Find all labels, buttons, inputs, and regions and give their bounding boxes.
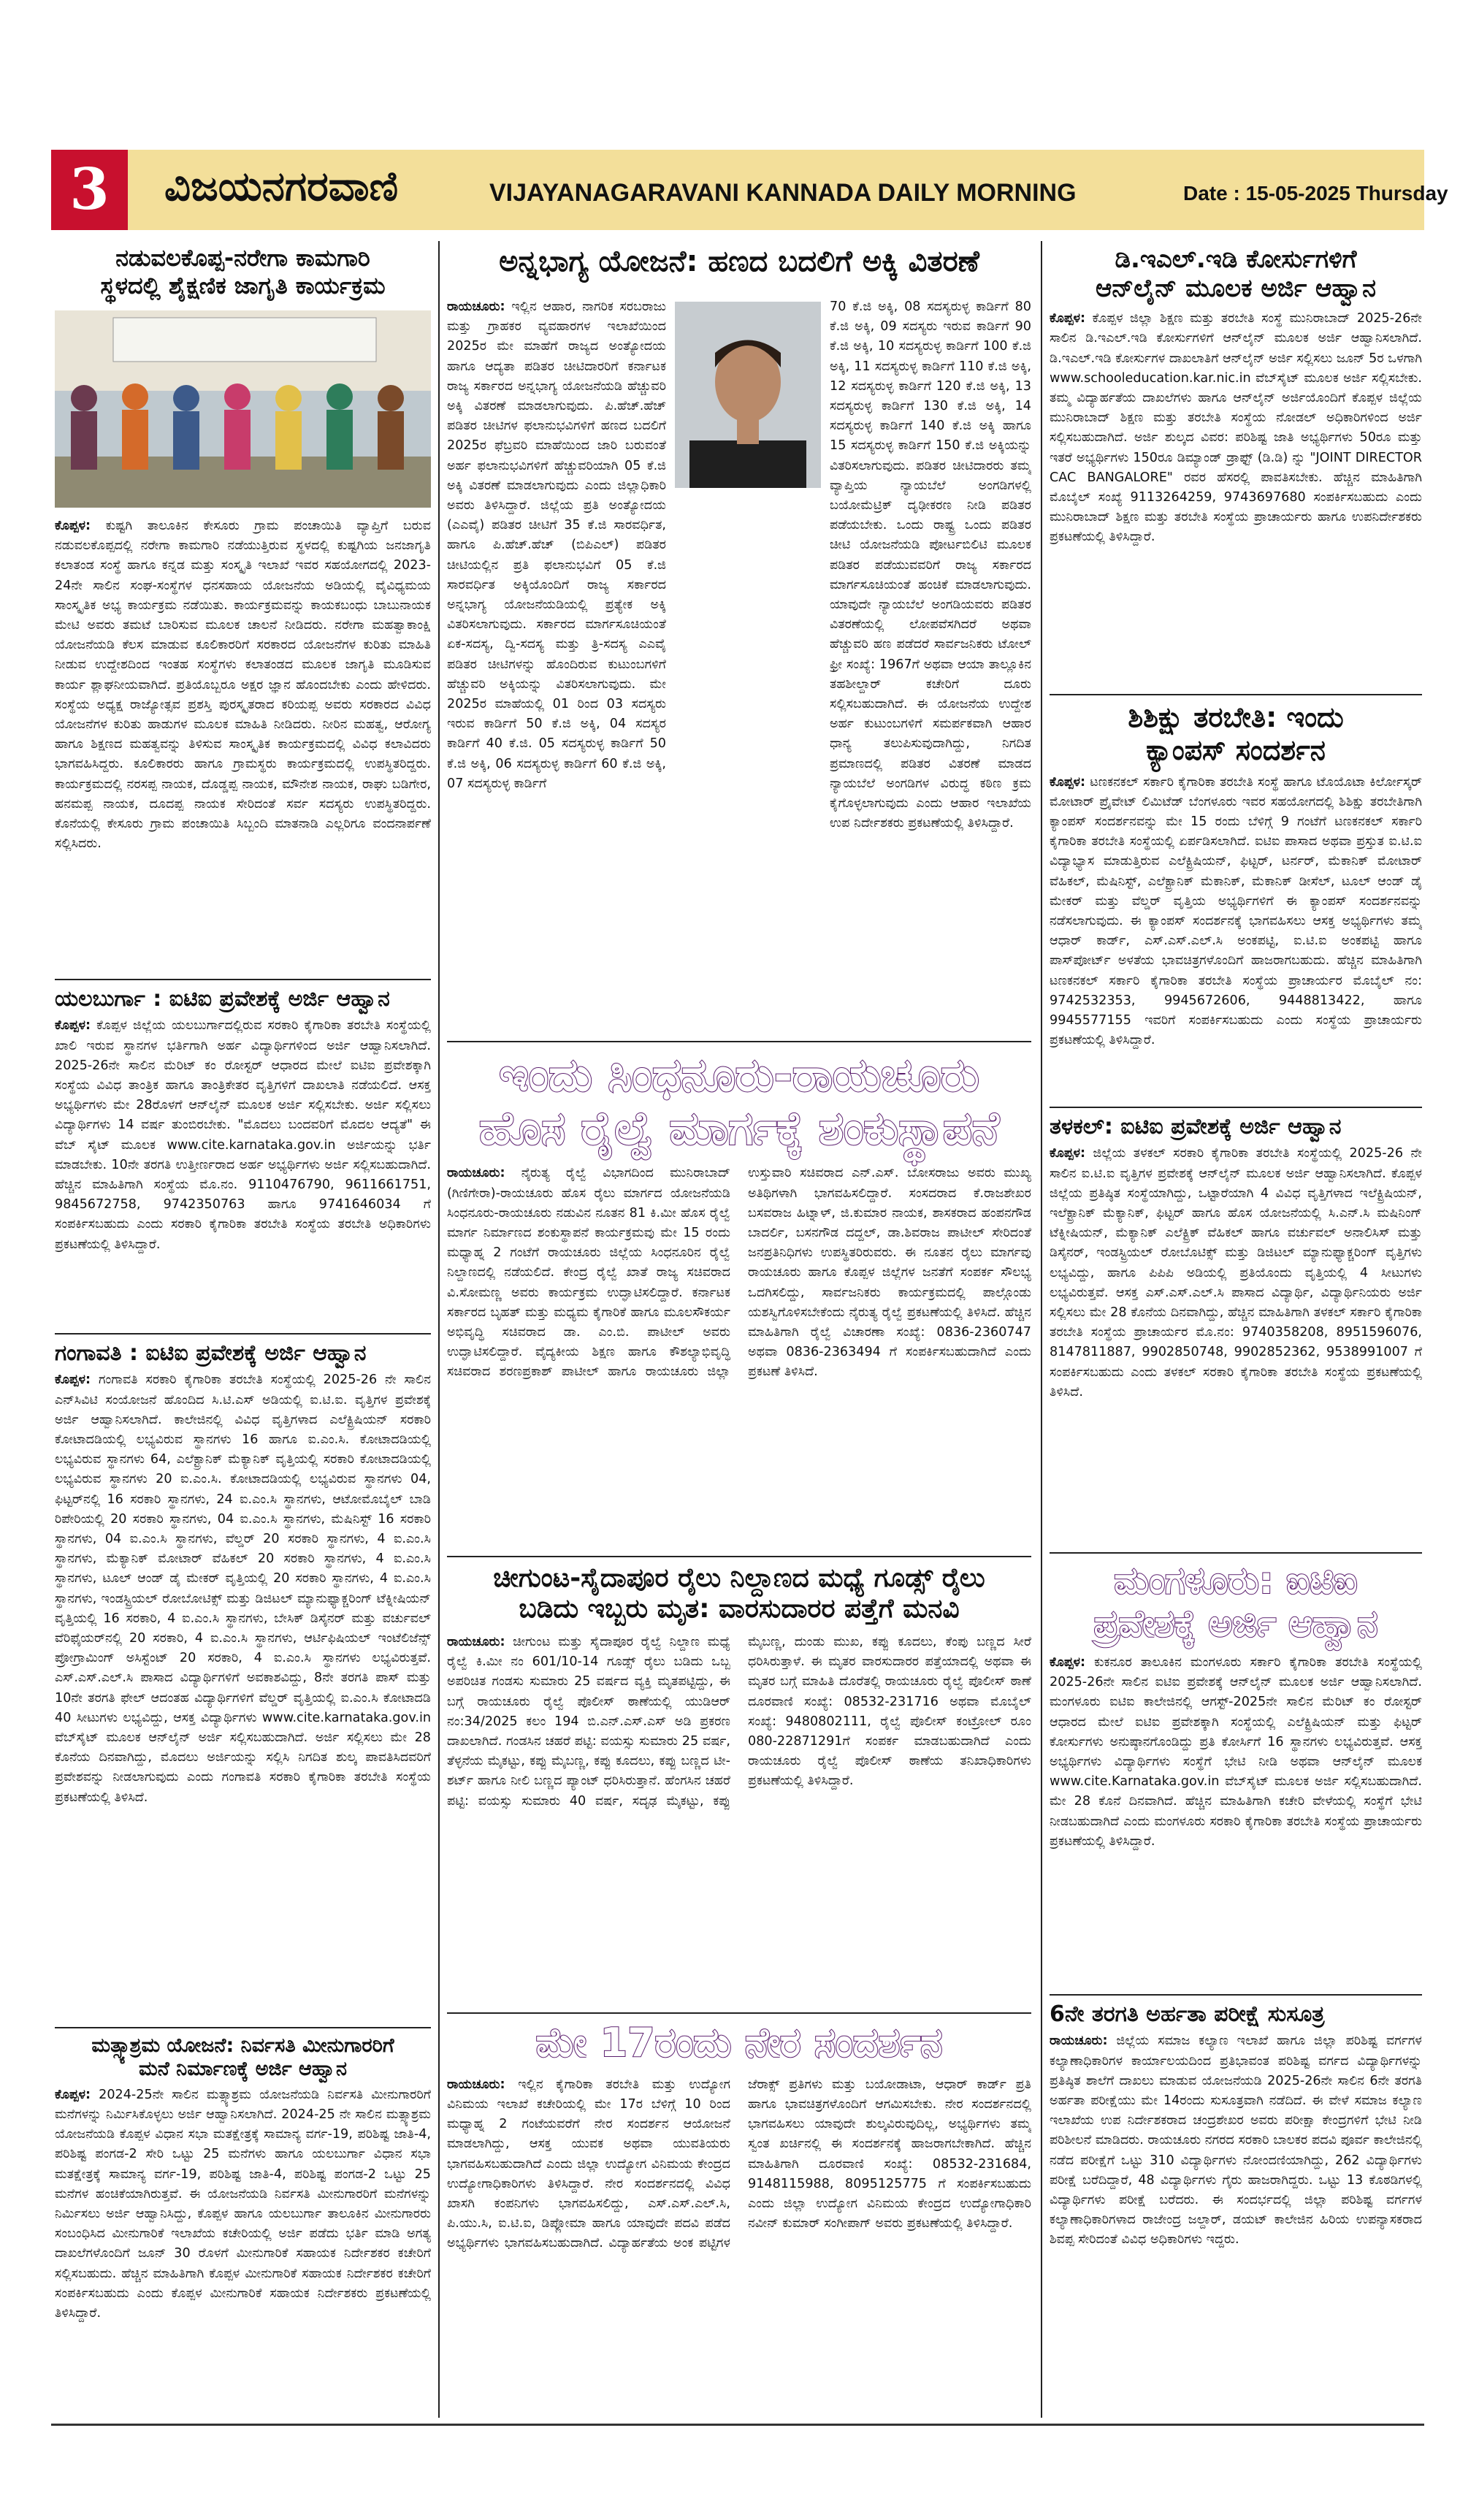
dateline: ಕೊಪ್ಪಳ: — [1050, 1146, 1086, 1161]
article-body — [1050, 773, 1422, 1051]
brand-english: VIJAYANAGARAVANI KANNADA DAILY MORNING — [489, 179, 1077, 207]
body-text: 2024-25ನೇ ಸಾಲಿನ ಮತ್ಸ್ಯಾಶ್ರಮ ಯೋಜನೆಯಡಿ ನಿರ್ವಸತಿ ಮೀನುಗಾರರಿಗೆ ಮನೆಗಳನ್ನು ನಿರ್ಮಿಸಿಕೊಳ್ಳಲು ಅರ್ಜಿ ಆಹ್ವಾನಿಸಲಾಗಿದೆ. 2024-25 ನೇ ಸಾಲಿನ ಮತ್ಸ್ಯಾಶ್ರಮ ಯೋಜನೆಯಡಿ ಕೊಪ್ಪಳ ವಿಧಾನ ಸಭಾ ಮತಕ್ಷೇತ್ರಕ್ಕೆ ಸಾಮಾನ್ಯ ವರ್ಗ-19, ಪರಿಶಿಷ್ಟ ಜಾತಿ-4, ಪರಿಶಿಷ್ಟ ಪಂಗಡ-2 ಸೇರಿ ಒಟ್ಟು 25 ಮನೆಗಳು ಹಾಗೂ ಯಲಬುರ್ಗಾ ವಿಧಾನ ಸಭಾ ಮತಕ್ಷೇತ್ರಕ್ಕೆ ಸಾಮಾನ್ಯ ವರ್ಗ-19, ಪರಿಶಿಷ್ಟ ಜಾತಿ-4, ಪರಿಶಿಷ್ಟ ಪಂಗಡ-2 ಒಟ್ಟು 25 ಮನೆಗಳ ಹಂಚಿಕೆಯಾಗಿರುತ್ತವೆ. ಈ ಯೋಜನೆಯಡಿ ನಿರ್ವಸತಿ ಮೀನುಗಾರರಿಗೆ ಮನೆಗಳನ್ನು ನಿರ್ಮಿಸಲು ಅರ್ಜಿ ಆಹ್ವಾನಿಸಿದ್ದು, ಕೊಪ್ಪಳ ಹಾಗೂ ಯಲಬುರ್ಗಾ ತಾಲೂಕಿನ ಮೀನುಗಾರರು ಸಂಬಂಧಿಸಿದ ಮೀನುಗಾರಿಕೆ ಇಲಾಖೆಯ ಕಚೇರಿಯಲ್ಲಿ ಅರ್ಜಿ ಪಡೆದು ಭರ್ತಿ ಮಾಡಿ ಅಗತ್ಯ ದಾಖಲೆಗಳೊಂದಿಗೆ ಜೂನ್ 30 ರೊಳಗೆ ಮೀನುಗಾರಿಕೆ ಸಹಾಯಕ ನಿರ್ದೇಶಕರ ಕಚೇರಿಗೆ ಸಲ್ಲಿಸಬಹುದು. ಹೆಚ್ಚಿನ ಮಾಹಿತಿಗಾಗಿ ಕೊಪ್ಪಳ ಮೀನುಗಾರಿಕೆ ಸಹಾಯಕ ನಿರ್ದೇಶಕರ ಕಚೇರಿಗೆ ಸಂಪರ್ಕಿಸಬಹುದು ಎಂದು ಕೊಪ್ಪಳ ಮೀನುಗಾರಿಕೆ ಸಹಾಯಕ ನಿರ್ದೇಶಕರು ಪ್ರಕಟಣೆಯಲ್ಲಿ ತಿಳಿಸಿದ್ದಾರೆ. — [55, 2087, 431, 2321]
headline: ನಡುವಲಕೊಪ್ಪ-ನರೇಗಾ ಕಾಮಗಾರಿ — [115, 245, 370, 272]
headline: ಚೀಗುಂಟ-ಸೈದಾಪೂರ ರೈಲು ನಿಲ್ದಾಣದ ಮಧ್ಯೆ ಗೂಡ್ಸ್ ರೈಲು — [493, 1563, 985, 1593]
headline: ಮನೆ ನಿರ್ಮಾಣಕ್ಕೆ ಅರ್ಜಿ ಆಹ್ವಾನ — [139, 2057, 347, 2080]
headline: ಡಿ.ಇಎಲ್.ಇಡಿ ಕೋರ್ಸುಗಳಿಗೆ — [1115, 245, 1357, 274]
headline: ಸ್ಥಳದಲ್ಲಿ ಶೈಕ್ಷಣಿಕ ಜಾಗೃತಿ ಕಾರ್ಯಕ್ರಮ — [100, 271, 386, 299]
article-nrega — [55, 245, 431, 975]
dateline: ಕೊಪ್ಪಳ: — [55, 519, 91, 533]
headline: ಮೇ 17ರಂದು ನೇರ ಸಂದರ್ಶನ — [535, 2020, 943, 2066]
body-text: ಗಂಗಾವತಿ ಸರಕಾರಿ ಕೈಗಾರಿಕಾ ತರಬೇತಿ ಸಂಸ್ಥೆಯಲ್ಲಿ 2025-26 ನೇ ಸಾಲಿನ ಎನ್‌ಸಿವಿಟಿ ಸಂಯೋಜನೆ ಹೊಂದಿದ ಸಿ.ಟಿ.ಎಸ್ ಅಡಿಯಲ್ಲಿ ಐ.ಟಿ.ಐ. ವೃತ್ತಿಗಳ ಪ್ರವೇಶಕ್ಕೆ ಅರ್ಜಿ ಆಹ್ವಾನಿಸಲಾಗಿದೆ. ಕಾಲೇಜಿನಲ್ಲಿ ವಿವಿಧ ವೃತ್ತಿಗಳಾದ ಎಲೆಕ್ಟ್ರಿಷಿಯನ್ ಸರಕಾರಿ ಕೋಟಾದಡಿಯಲ್ಲಿ ಲಭ್ಯವಿರುವ ಸ್ಥಾನಗಳು 16 ಹಾಗೂ ಐ.ಎಂ.ಸಿ. ಕೋಟಾದಡಿಯಲ್ಲಿ ಲಭ್ಯವಿರುವ ಸ್ಥಾನಗಳು 64, ಎಲೆಕ್ಟ್ರಾನಿಕ್ ಮೆಕ್ಯಾನಿಕ್ ವೃತ್ತಿಯಲ್ಲಿ ಸರಕಾರಿ ಕೋಟಾದಡಿಯಲ್ಲಿ ಲಭ್ಯವಿರುವ ಸ್ಥಾನಗಳು 20 ಐ.ಎಂ.ಸಿ. ಕೋಟಾದಡಿಯಲ್ಲಿ ಲಭ್ಯವಿರುವ ಸ್ಥಾನಗಳು 04, ಫಿಟ್ಟರ್‌ನಲ್ಲಿ 16 ಸರಕಾರಿ ಸ್ಥಾನಗಳು, 24 ಐ.ಎಂ.ಸಿ ಸ್ಥಾನಗಳು, ಆಟೋಮೊಬೈಲ್ ಬಾಡಿ ರಿಪೇರಿಯಲ್ಲಿ 20 ಸರಕಾರಿ ಸ್ಥಾನಗಳು, 04 ಐ.ಎಂ.ಸಿ ಸ್ಥಾನಗಳು, ಮೆಷಿನಿಸ್ಟ್ 16 ಸರಕಾರಿ ಸ್ಥಾನಗಳು, 04 ಐ.ಎಂ.ಸಿ ಸ್ಥಾನಗಳು, ವೆಲ್ಡರ್ 20 ಸರಕಾರಿ ಸ್ಥಾನಗಳು, 4 ಐ.ಎಂ.ಸಿ ಸ್ಥಾನಗಳು, ಮೆಕ್ಯಾನಿಕ್ ಮೋಟಾರ್ ವೆಹಿಕಲ್ 20 ಸರಕಾರಿ ಸ್ಥಾನಗಳು, 4 ಐ.ಎಂ.ಸಿ ಸ್ಥಾನಗಳು, ಟೂಲ್ ಆಂಡ್ ಡೈ ಮೇಕರ್ ವೃತ್ತಿಯಲ್ಲಿ 20 ಸರಕಾರಿ ಸ್ಥಾನಗಳು, 4 ಐ.ಎಂ.ಸಿ ಸ್ಥಾನಗಳು, ಇಂಡಸ್ಟ್ರಿಯಲ್ ರೋಬೋಟಿಕ್ಸ್ ಮತ್ತು ಡಿಜಿಟಲ್ ಮ್ಯಾನುಫ್ಯಾಕ್ಚರಿಂಗ್ ಟೆಕ್ನೀಷಿಯನ್ ವೃತ್ತಿಯಲ್ಲಿ 16 ಸರಕಾರಿ, 4 ಐ.ಎಂ.ಸಿ ಸ್ಥಾನಗಳು, ಬೇಸಿಕ್ ಡಿಸೈನರ್ ಮತ್ತು ವರ್ಚುವಲ್ ವೆರಿಫೈಯರ್‌ನಲ್ಲಿ 20 ಸರಕಾರಿ, 4 ಐ.ಎಂ.ಸಿ ಸ್ಥಾನಗಳು, ಆರ್ಟಿಫಿಷಿಯಲ್ ಇಂಟೆಲಿಜೆನ್ಸ್ ಪ್ರೋಗ್ರಾಮಿಂಗ್ ಅಸಿಸ್ಟೆಂಟ್ 20 ಸರಕಾರಿ, 4 ಐ.ಎಂ.ಸಿ ಸ್ಥಾನಗಳು ಲಭ್ಯವಿರುತ್ತವೆ. ಎಸ್.ಎಸ್.ಎಲ್.ಸಿ ಪಾಸಾದ ವಿದ್ಯಾರ್ಥಿಗಳಿಗೆ ಅವಕಾಶವಿದ್ದು, 8ನೇ ತರಗತಿ ಪಾಸ್ ಮತ್ತು 10ನೇ ತರಗತಿ ಫೇಲ್ ಆದಂತಹ ವಿದ್ಯಾರ್ಥಿಗಳಿಗೆ ವೆಲ್ಡರ್ ವೃತ್ತಿಯಲ್ಲಿ ಐ.ಎಂ.ಸಿ ಕೋಟಾದಡಿ 40 ಸೀಟುಗಳು ಲಭ್ಯವಿದ್ದು, ಆಸಕ್ತ ವಿದ್ಯಾರ್ಥಿಗಳು www.cite.karnataka.gov.in ವೆಬ್‌ಸೈಟ್ ಮೂಲಕ ಆನ್‌ಲೈನ್ ಅರ್ಜಿ ಸಲ್ಲಿಸಬಹುದಾಗಿದೆ. ಅರ್ಜಿ ಸಲ್ಲಿಸಲು ಮೇ 28 ಕೊನೆಯ ದಿನವಾಗಿದ್ದು, ಮೊದಲು ಅರ್ಜಿಯನ್ನು ಸಲ್ಲಿಸಿ ನಿಗದಿತ ಶುಲ್ಕ ಪಾವತಿಸಿದವರಿಗೆ ಪ್ರವೇಶವನ್ನು ನೀಡಲಾಗುವುದು ಎಂದು ಗಂಗಾವತಿ ಸರಕಾರಿ ಕೈಗಾರಿಕಾ ತರಬೇತಿ ಸಂಸ್ಥೆಯ ಪ್ರಕಟಣೆಯಲ್ಲಿ ತಿಳಿಸಿದೆ. — [55, 1372, 431, 1805]
footer-rule — [51, 2424, 1424, 2426]
masthead — [51, 150, 1448, 230]
article-divider — [55, 1333, 431, 1335]
article-matsya — [55, 2034, 431, 2418]
body-text: ಕುಷ್ಟಗಿ ತಾಲೂಕಿನ ಕೇಸೂರು ಗ್ರಾಮ ಪಂಚಾಯಿತಿ ವ್ಯಾಪ್ತಿಗೆ ಬರುವ ನಡುವಲಕೊಪ್ಪದಲ್ಲಿ ನರೇಗಾ ಕಾಮಗಾರಿ ನಡೆಯುತ್ತಿರುವ ಸ್ಥಳದಲ್ಲಿ ಕುಷ್ಟಗಿಯ ಜನಜಾಗೃತಿ ಕಲಾತಂಡ ಸಂಸ್ಥೆ ಹಾಗೂ ಕನ್ನಡ ಮತ್ತು ಸಂಸ್ಕೃತಿ ಇಲಾಖೆ ಇವರ ಸಹಯೋಗದಲ್ಲಿ 2023-24ನೇ ಸಾಲಿನ ಸಂಘ-ಸಂಸ್ಥೆಗಳ ಧನಸಹಾಯ ಯೋಜನೆಯ ಅಡಿಯಲ್ಲಿ ವೈವಿಧ್ಯಮಯ ಸಾಂಸ್ಕೃತಿಕ ಅಭ್ಯ ಕಾರ್ಯಕ್ರಮ ನಡೆಯಿತು. ಕಾರ್ಯಕ್ರಮವನ್ನು ಕಾಯಕಬಂಧು ಬಾಬುನಾಯಕ ಮೇಟಿ ಅವರು ತಮಟೆ ಬಾರಿಸುವ ಮೂಲಕ ಚಾಲನೆ ನೀಡಿದರು. ನರೇಗಾ ಮಹತ್ವಾಕಾಂಕ್ಷಿ ಯೋಜನೆಯಡಿ ಕೆಲಸ ಮಾಡುವ ಕೂಲಿಕಾರರಿಗೆ ಸರಕಾರದ ಯೋಜನೆಗಳ ಕುರಿತು ಮಾಹಿತಿ ನೀಡುವ ಉದ್ದೇಶದಿಂದ ಇಂತಹ ಸಂಸ್ಥೆಗಳು ಕಲಾತಂಡದ ಮೂಲಕ ಜಾಗೃತಿ ಮೂಡಿಸುವ ಕಾರ್ಯ ಶ್ಲಾಘನೀಯವಾಗಿದೆ. ಪ್ರತಿಯೊಬ್ಬರೂ ಅಕ್ಷರ ಜ್ಞಾನ ಹೊಂದಬೇಕು ಎಂದು ಹೇಳಿದರು. ಸಂಸ್ಥೆಯ ಅಧ್ಯಕ್ಷ ರಾಜ್ಯೋತ್ಸವ ಪ್ರಶಸ್ತಿ ಪುರಸ್ಕೃತರಾದ ಕರಿಯಪ್ಪ ಅವರು ಸರಕಾರದ ವಿವಿಧ ಯೋಜನೆಗಳ ಕುರಿತು ಹಾಡುಗಳ ಮೂಲಕ ಮಾಹಿತಿ ನೀಡಿದರು. ನೀರಿನ ಮಹತ್ವ, ಆರೋಗ್ಯ ಹಾಗೂ ಶಿಕ್ಷಣದ ಮಹತ್ವವನ್ನು ತಿಳಿಸುವ ಸಾಂಸ್ಕೃತಿಕ ಕಾರ್ಯಕ್ರಮದಲ್ಲಿ ವಿವಿಧ ಕಲಾವಿದರು ಭಾಗವಹಿಸಿದ್ದರು. ಕೂಲಿಕಾರರು ಹಾಗೂ ಗ್ರಾಮಸ್ಥರು ಕಾರ್ಯಕ್ರಮದಲ್ಲಿ ಉಪಸ್ಥಿತರಿದ್ದರು. ಕಾರ್ಯಕ್ರಮದಲ್ಲಿ ನರಸಪ್ಪ ನಾಯಕ, ದೊಡ್ಡಪ್ಪ ನಾಯಕ, ಮೌನೇಶ ನಾಯಕ, ರಾಘು ಬಡಿಗೇರ, ಹನಮಪ್ಪ ನಾಯಕ, ದೂದಪ್ಪ ನಾಯಕ ಸೇರಿದಂತೆ ಸರ್ವ ಸದಸ್ಯರು ಉಪಸ್ಥಿತರಿದ್ದರು. ಕೊನೆಯಲ್ಲಿ ಕೇಸೂರು ಗ್ರಾಮ ಪಂಚಾಯಿತಿ ಸಿಬ್ಬಂದಿ ಮಾತನಾಡಿ ಎಲ್ಲರಿಗೂ ವಂದನಾರ್ಪಣೆ ಸಲ್ಲಿಸಿದರು. — [55, 519, 431, 852]
body-text: ಜಿಲ್ಲೆಯ ಸಮಾಜ ಕಲ್ಯಾಣ ಇಲಾಖೆ ಹಾಗೂ ಜಿಲ್ಲಾ ಪರಿಶಿಷ್ಟ ವರ್ಗಗಳ ಕಲ್ಯಾಣಾಧಿಕಾರಿಗಳ ಕಾರ್ಯಾಲಯದಿಂದ ಪ್ರತಿಭಾವಂತ ಪರಿಶಿಷ್ಟ ವರ್ಗದ ವಿದ್ಯಾರ್ಥಿಗಳನ್ನು ಪ್ರತಿಷ್ಠಿತ ಶಾಲೆಗೆ ದಾಖಲು ಮಾಡುವ ಯೋಜನೆಯಡಿ 2025-26ನೇ ಸಾಲಿನ 6ನೇ ತರಗತಿ ಅರ್ಹತಾ ಪರೀಕ್ಷೆಯು ಮೇ 14ರಂದು ಸುಸೂತ್ರವಾಗಿ ನಡೆದಿದೆ. ಈ ವೇಳೆ ಸಮಾಜ ಕಲ್ಯಾಣ ಇಲಾಖೆಯ ಉಪ ನಿರ್ದೇಶಕರಾದ ಚಂದ್ರಶೇಖರ ಅವರು ಪರೀಕ್ಷಾ ಕೇಂದ್ರಗಳಿಗೆ ಭೇಟಿ ನೀಡಿ ಪರಿಶೀಲನೆ ಮಾಡಿದರು. ರಾಯಚೂರು ನಗರದ ಸರಕಾರಿ ಬಾಲಕರ ಪದವಿ ಪೂರ್ವ ಕಾಲೇಜಿನಲ್ಲಿ ನಡೆದ ಪರೀಕ್ಷೆಗೆ ಒಟ್ಟು 310 ವಿದ್ಯಾರ್ಥಿಗಳು ನೋಂದಣಿಯಾಗಿದ್ದು, 262 ವಿದ್ಯಾರ್ಥಿಗಳು ಪರೀಕ್ಷೆ ಬರೆದಿದ್ದಾರೆ, 48 ವಿದ್ಯಾರ್ಥಿಗಳು ಗೈರು ಹಾಜರಾಗಿದ್ದರು. ಒಟ್ಟು 13 ಕೊಠಡಿಗಳಲ್ಲಿ ವಿದ್ಯಾರ್ಥಿಗಳು ಪರೀಕ್ಷೆ ಬರೆದರು. ಈ ಸಂದರ್ಭದಲ್ಲಿ ಜಿಲ್ಲಾ ಪರಿಶಿಷ್ಟ ವರ್ಗಗಳ ಕಲ್ಯಾಣಾಧಿಕಾರಿಗಳಾದ ರಾಜೇಂದ್ರ ಜಲ್ದಾರ್, ಡಯಟ್ ಕಾಲೇಜಿನ ಹಿರಿಯ ಉಪನ್ಯಾಸಕರಾದ ಶಿವಪ್ಪ ಸೇರಿದಂತೆ ವಿವಿಧ ಅಧಿಕಾರಿಗಳು ಇದ್ದರು. — [1050, 2034, 1422, 2248]
article-divider — [447, 2012, 1031, 2014]
event-photo-illustration — [55, 310, 431, 508]
dateline: ರಾಯಚೂರು: — [447, 2077, 505, 2092]
article-body-continued — [830, 297, 1031, 833]
article-mangaluru — [1050, 1559, 1422, 1990]
article-body — [447, 1164, 1031, 1382]
dateline: ಕೊಪ್ಪಳ: — [1050, 1655, 1086, 1670]
headline: ಮಂಗಳೂರು: ಐಟಿಐ — [1114, 1559, 1358, 1602]
issue-date: Date : 15-05-2025 Thursday — [1183, 182, 1448, 205]
article-divider — [1050, 1107, 1422, 1108]
body-text: ಜಿಲ್ಲೆಯ ತಳಕಲ್ ಸರಕಾರಿ ಕೈಗಾರಿಕಾ ತರಬೇತಿ ಸಂಸ್ಥೆಯಲ್ಲಿ 2025-26 ನೇ ಸಾಲಿನ ಐ.ಟಿ.ಐ ವೃತ್ತಿಗಳ ಪ್ರವೇಶಕ್ಕೆ ಆನ್‌ಲೈನ್ ಮೂಲಕ ಅರ್ಜಿ ಆಹ್ವಾನಿಸಲಾಗಿದೆ. ಕೊಪ್ಪಳ ಜಿಲ್ಲೆಯ ಪ್ರತಿಷ್ಠಿತ ಸಂಸ್ಥೆಯಾಗಿದ್ದು, ಒಟ್ಟಾರೆಯಾಗಿ 4 ವಿವಿಧ ವೃತ್ತಿಗಳಾದ ಇಲೆಕ್ಟ್ರಿಷಿಯನ್, ಇಲೆಕ್ಟ್ರಾನಿಕ್ ಮೆಕ್ಯಾನಿಕ್, ಫಿಟ್ಟರ್ ಹಾಗೂ ಹೊಸ ಯೋಜನೆಯಲ್ಲಿ ಸಿ.ಎನ್.ಸಿ ಮಷಿನಿಂಗ್ ಟೆಕ್ನೀಷಿಯನ್, ಮೆಕ್ಯಾನಿಕ್ ಎಲೆಕ್ಟ್ರಿಕ್ ವೆಹಿಕಲ್ ಹಾಗೂ ವರ್ಚುವಲ್ ಅನಾಲಿಸಿಸ್ ಮತ್ತು ಡಿಸೈನರ್, ಇಂಡಸ್ಟ್ರಿಯಲ್ ರೋಬೊಟಿಕ್ಸ್ ಮತ್ತು ಡಿಜಿಟಲ್ ಮ್ಯಾನುಫ್ಯಾಕ್ಚರಿಂಗ್ ವೃತ್ತಿಗಳು ಲಭ್ಯವಿದ್ದು, ಹಾಗೂ ಪಿಪಿಪಿ ಅಡಿಯಲ್ಲಿ ಪ್ರತಿಯೊಂದು ವೃತ್ತಿಯಲ್ಲಿ 4 ಸೀಟುಗಳು ಲಭ್ಯವಿರುತ್ತವೆ. ಆಸಕ್ತ ಎಸ್.ಎಸ್.ಎಲ್.ಸಿ ಪಾಸಾದ ವಿದ್ಯಾರ್ಥಿ, ವಿದ್ಯಾರ್ಥಿನಿಯರು ಅರ್ಜಿ ಸಲ್ಲಿಸಲು ಮೇ 28 ಕೊನೆಯ ದಿನವಾಗಿದ್ದು, ಹೆಚ್ಚಿನ ಮಾಹಿತಿಗಾಗಿ ತಳಕಲ್ ಸರ್ಕಾರಿ ಕೈಗಾರಿಕಾ ತರಬೇತಿ ಸಂಸ್ಥೆಯ ಪ್ರಾಚಾರ್ಯರ ಮೊ.ನಂ: 9740358208, 8951596076, 8147811887, 9902850748, 9902852362, 9538991007 ಗೆ ಸಂಪರ್ಕಿಸಬಹುದು ಎಂದು ತಳಕಲ್ ಸರಕಾರಿ ಕೈಗಾರಿಕಾ ತರಬೇತಿ ಸಂಸ್ಥೆಯ ಪ್ರಕಟಣೆಯಲ್ಲಿ ತಿಳಿಸಿದೆ. — [1050, 1146, 1422, 1400]
portrait-illustration — [675, 302, 821, 488]
headline: ಆನ್‌ಲೈನ್ ಮೂಲಕ ಅರ್ಜಿ ಆಹ್ವಾನ — [1095, 274, 1377, 304]
article-body — [55, 1016, 431, 1254]
dateline: ರಾಯಚೂರು: — [1050, 2034, 1108, 2049]
article-body — [447, 297, 666, 794]
article-body — [1050, 2031, 1422, 2250]
headline: 6ನೇ ತರಗತಿ ಅರ್ಹತಾ ಪರೀಕ್ಷೆ ಸುಸೂತ್ರ — [1050, 2001, 1325, 2027]
body-text: 70 ಕೆ.ಜಿ ಅಕ್ಕಿ, 08 ಸದಸ್ಯರುಳ್ಳ ಕಾರ್ಡಿಗೆ 80 ಕೆ.ಜಿ ಅಕ್ಕಿ, 09 ಸದಸ್ಯರು ಇರುವ ಕಾರ್ಡಿಗೆ 90 ಕೆ.ಜಿ ಅಕ್ಕಿ, 10 ಸದಸ್ಯರುಳ್ಳ ಕಾರ್ಡಿಗೆ 100 ಕೆ.ಜಿ ಅಕ್ಕಿ, 11 ಸದಸ್ಯರುಳ್ಳ ಕಾರ್ಡಿಗೆ 110 ಕೆ.ಜಿ ಅಕ್ಕಿ, 12 ಸದಸ್ಯರುಳ್ಳ ಕಾರ್ಡಿಗೆ 120 ಕೆ.ಜಿ ಅಕ್ಕಿ, 13 ಸದಸ್ಯರುಳ್ಳ ಕಾರ್ಡಿಗೆ 130 ಕೆ.ಜಿ ಅಕ್ಕಿ, 14 ಸದಸ್ಯರುಳ್ಳ ಕಾರ್ಡಿಗೆ 140 ಕೆ.ಜಿ ಅಕ್ಕಿ ಹಾಗೂ 15 ಸದಸ್ಯರುಳ್ಳ ಕಾರ್ಡಿಗೆ 150 ಕೆ.ಜಿ ಅಕ್ಕಿಯನ್ನು ವಿತರಿಸಲಾಗುವುದು. ಪಡಿತರ ಚೀಟಿದಾರರು ತಮ್ಮ ವ್ಯಾಪ್ತಿಯ ನ್ಯಾಯಬೆಲೆ ಅಂಗಡಿಗಳಲ್ಲಿ ಬಯೋಮೆಟ್ರಿಕ್ ದೃಢೀಕರಣ ನೀಡಿ ಪಡಿತರ ಪಡೆಯಬೇಕು. ಒಂದು ರಾಷ್ಟ್ರ ಒಂದು ಪಡಿತರ ಚೀಟಿ ಯೋಜನೆಯಡಿ ಪೋರ್ಟಬಿಲಿಟಿ ಮೂಲಕ ಪಡಿತರ ಪಡೆಯುವವರಿಗೆ ರಾಜ್ಯ ಸರ್ಕಾರದ ಮಾರ್ಗಸೂಚಿಯಂತೆ ಹಂಚಿಕೆ ಮಾಡಲಾಗುವುದು. ಯಾವುದೇ ನ್ಯಾಯಬೆಲೆ ಅಂಗಡಿಯವರು ಪಡಿತರ ವಿತರಣೆಯಲ್ಲಿ ಲೋಪವೆಸಗಿದರೆ ಅಥವಾ ಹೆಚ್ಚುವರಿ ಹಣ ಪಡೆದರೆ ಸಾರ್ವಜನಿಕರು ಟೋಲ್ ಫ್ರೀ ಸಂಖ್ಯೆ: 1967ಗೆ ಅಥವಾ ಆಯಾ ತಾಲ್ಲೂಕಿನ ತಹಶೀಲ್ದಾರ್ ಕಚೇರಿಗೆ ದೂರು ಸಲ್ಲಿಸಬಹುದಾಗಿದೆ. ಈ ಯೋಜನೆಯ ಉದ್ದೇಶ ಅರ್ಹ ಕುಟುಂಬಗಳಿಗೆ ಸಮರ್ಪಕವಾಗಿ ಆಹಾರ ಧಾನ್ಯ ತಲುಪಿಸುವುದಾಗಿದ್ದು, ನಿಗದಿತ ಪ್ರಮಾಣದಲ್ಲಿ ಪಡಿತರ ವಿತರಣೆ ಮಾಡದ ನ್ಯಾಯಬೆಲೆ ಅಂಗಡಿಗಳ ವಿರುದ್ಧ ಕಠಿಣ ಕ್ರಮ ಕೈಗೊಳ್ಳಲಾಗುವುದು ಎಂದು ಆಹಾರ ಇಲಾಖೆಯ ಉಪ ನಿರ್ದೇಶಕರು ಪ್ರಕಟಣೆಯಲ್ಲಿ ತಿಳಿಸಿದ್ದಾರೆ. — [830, 299, 1031, 831]
body-text: ಚೀಗುಂಟ ಮತ್ತು ಸೈದಾಪೂರ ರೈಲ್ವೆ ನಿಲ್ದಾಣ ಮಧ್ಯೆ ರೈಲ್ವೆ ಕಿ.ಮೀ ನಂ 601/10-14 ಗೂಡ್ಸ್ ರೈಲು ಬಡಿದು ಒಬ್ಬ ಅಪರಿಚಿತ ಗಂಡಸು ಸುಮಾರು 25 ವರ್ಷದ ವ್ಯಕ್ತಿ ಮೃತಪಟ್ಟಿದ್ದು, ಈ ಬಗ್ಗೆ ರಾಯಚೂರು ರೈಲ್ವೆ ಪೊಲೀಸ್ ಠಾಣೆಯಲ್ಲಿ ಯುಡಿಆರ್ ನಂ:34/2025 ಕಲಂ 194 ಬಿ.ಎನ್.ಎಸ್.ಎಸ್ ಅಡಿ ಪ್ರಕರಣ ದಾಖಲಾಗಿದೆ. ಗಂಡಸಿನ ಚಹರೆ ಪಟ್ಟಿ: ವಯಸ್ಸು ಸುಮಾರು 25 ವರ್ಷ, ತೆಳ್ಳನೆಯ ಮೈಕಟ್ಟು, ಕಪ್ಪು ಮೈಬಣ್ಣ, ಕಪ್ಪು ಕೂದಲು, ಕಪ್ಪು ಬಣ್ಣದ ಟೀ-ಶರ್ಟ್ ಹಾಗೂ ನೀಲಿ ಬಣ್ಣದ ಪ್ಯಾಂಟ್ ಧರಿಸಿರುತ್ತಾನೆ. ಹೆಂಗಸಿನ ಚಹರೆ ಪಟ್ಟಿ: ವಯಸ್ಸು ಸುಮಾರು 40 ವರ್ಷ, ಸದೃಢ ಮೈಕಟ್ಟು, ಕಪ್ಪು ಮೈಬಣ್ಣ, ದುಂಡು ಮುಖ, ಕಪ್ಪು ಕೂದಲು, ಕೆಂಪು ಬಣ್ಣದ ಸೀರೆ ಧರಿಸಿರುತ್ತಾಳೆ. ಈ ಮೃತರ ವಾರಸುದಾರರ ಪತ್ತೆಯಾದಲ್ಲಿ ಅಥವಾ ಈ ಮೃತರ ಬಗ್ಗೆ ಮಾಹಿತಿ ದೊರೆತಲ್ಲಿ ರಾಯಚೂರು ರೈಲ್ವೆ ಪೊಲೀಸ್ ಠಾಣೆ ದೂರವಾಣಿ ಸಂಖ್ಯೆ: 08532-231716 ಅಥವಾ ಮೊಬೈಲ್ ಸಂಖ್ಯೆ: 9480802111, ರೈಲ್ವೆ ಪೊಲೀಸ್ ಕಂಟ್ರೋಲ್ ರೂಂ 080-22871291ಗೆ ಸಂಪರ್ಕ ಮಾಡಬಹುದಾಗಿದೆ ಎಂದು ರಾಯಚೂರು ರೈಲ್ವೆ ಪೊಲೀಸ್ ಠಾಣೆಯ ತನಿಖಾಧಿಕಾರಿಗಳು ಪ್ರಕಟಣೆಯಲ್ಲಿ ತಿಳಿಸಿದ್ದಾರೆ. — [447, 1634, 1031, 1809]
page-number: 3 — [51, 150, 128, 230]
headline: ಕ್ಯಾಂಪಸ್ ಸಂದರ್ಶನ — [1146, 733, 1326, 766]
headline: ಗಂಗಾವತಿ : ಐಟಿಐ ಪ್ರವೇಶಕ್ಕೆ ಅರ್ಜಿ ಆಹ್ವಾನ — [55, 1340, 367, 1366]
body-text: ಕುಕನೂರ ತಾಲೂಕಿನ ಮಂಗಳೂರು ಸರ್ಕಾರಿ ಕೈಗಾರಿಕಾ ತರಬೇತಿ ಸಂಸ್ಥೆಯಲ್ಲಿ 2025-26ನೇ ಸಾಲಿನ ಐಟಿಐ ಪ್ರವೇಶಕ್ಕೆ ಆನ್‌ಲೈನ್ ಮೂಲಕ ಅರ್ಜಿ ಆಹ್ವಾನಿಸಲಾಗಿದೆ. ಮಂಗಳೂರು ಐಟಿಐ ಕಾಲೇಜಿನಲ್ಲಿ ಆಗಸ್ಟ್-2025ನೇ ಸಾಲಿನ ಮೆರಿಟ್ ಕಂ ರೋಸ್ಟರ್ ಆಧಾರದ ಮೇಲೆ ಐಟಿಐ ಪ್ರವೇಶಕ್ಕಾಗಿ ಸಂಸ್ಥೆಯಲ್ಲಿ ಎಲೆಕ್ಟ್ರಿಷಿಯನ್ ಮತ್ತು ಫಿಟ್ಟರ್ ಕೋರ್ಸುಗಳು ಅನುಷ್ಠಾನಗೊಂಡಿದ್ದು ಪ್ರತಿ ಕೋರ್ಸಿಗೆ 16 ಸ್ಥಾನಗಳು ಲಭ್ಯವಿರುತ್ತವೆ. ಆಸಕ್ತ ಅಭ್ಯರ್ಥಿಗಳು ವಿದ್ಯಾರ್ಥಿಗಳು ಸಂಸ್ಥೆಗೆ ಭೇಟಿ ನೀಡಿ ಅಥವಾ ಆನ್‌ಲೈನ್ ಮೂಲಕ www.cite.Karnataka.gov.in ವೆಬ್‌ಸೈಟ್ ಮೂಲಕ ಅರ್ಜಿ ಸಲ್ಲಿಸಬಹುದಾಗಿದೆ. ಮೇ 28 ಕೊನೆ ದಿನವಾಗಿದೆ. ಹೆಚ್ಚಿನ ಮಾಹಿತಿಗಾಗಿ ಕಚೇರಿ ವೇಳೆಯಲ್ಲಿ ಸಂಸ್ಥೆಗೆ ಭೇಟಿ ನೀಡಬಹುದಾಗಿದೆ ಎಂದು ಮಂಗಳೂರು ಸರಕಾರಿ ಕೈಗಾರಿಕಾ ತರಬೇತಿ ಸಂಸ್ಥೆಯ ಪ್ರಾಚಾರ್ಯರು ಪ್ರಕಟಣೆಯಲ್ಲಿ ತಿಳಿಸಿದ್ದಾರೆ. — [1050, 1655, 1422, 1849]
article-body — [55, 2085, 431, 2324]
headline: ಇಂದು ಸಿಂಧನೂರು-ರಾಯಚೂರು — [499, 1048, 979, 1101]
article-ded — [1050, 245, 1422, 690]
dateline: ಕೊಪ್ಪಳ: — [55, 1018, 91, 1034]
article-body — [1050, 309, 1422, 547]
column-rule — [438, 241, 440, 2418]
article-gangavati — [55, 1340, 431, 2023]
article-divider — [1050, 694, 1422, 695]
headline: ಮತ್ಸ್ಯಾಶ್ರಮ ಯೋಜನೆ: ನಿರ್ವಸತಿ ಮೀನುಗಾರರಿಗೆ — [91, 2034, 394, 2057]
article-body — [1050, 1653, 1422, 1852]
body-text: ಕೊಪ್ಪಳ ಜಿಲ್ಲಾ ಶಿಕ್ಷಣ ಮತ್ತು ತರಬೇತಿ ಸಂಸ್ಥೆ ಮುನಿರಾಬಾದ್ 2025-26ನೇ ಸಾಲಿನ ಡಿ.ಇಎಲ್.ಇಡಿ ಕೋರ್ಸುಗಳಿಗೆ ಆನ್‌ಲೈನ್ ಮೂಲಕ ಅರ್ಜಿ ಆಹ್ವಾನಿಸಲಾಗಿದೆ. ಡಿ.ಇಎಲ್.ಇಡಿ ಕೋರ್ಸುಗಳ ದಾಖಲಾತಿಗೆ ಆನ್‌ಲೈನ್ ಅರ್ಜಿ ಸಲ್ಲಿಸಲು ಜೂನ್ 5ರ ಒಳಗಾಗಿ www.schooleducation.kar.nic.in ವೆಬ್‌ಸೈಟ್ ಮೂಲಕ ಅರ್ಜಿ ಸಲ್ಲಿಸಬೇಕು. ತಮ್ಮ ವಿದ್ಯಾರ್ಹತೆಯ ದಾಖಲೆಗಳು ಹಾಗೂ ಆನ್‌ಲೈನ್ ಅರ್ಜಿಯೊಂದಿಗೆ ಕೊಪ್ಪಳ ಜಿಲ್ಲೆಯ ಮುನಿರಾಬಾದ್ ಶಿಕ್ಷಣ ಮತ್ತು ತರಬೇತಿ ಸಂಸ್ಥೆಯ ನೋಡಲ್ ಅಧಿಕಾರಿಗಳಿಂದ ಅರ್ಜಿ ಸಲ್ಲಿಸಬಹುದಾಗಿದೆ. ಅರ್ಜಿ ಶುಲ್ಕದ ವಿವರ: ಪರಿಶಿಷ್ಟ ಜಾತಿ ಅಭ್ಯರ್ಥಿಗಳು 50ರೂ ಮತ್ತು ಇತರೆ ಅಭ್ಯರ್ಥಿಗಳು 150ರೂ ಡಿಮ್ಯಾಂಡ್ ಡ್ರಾಫ್ಟ್ (ಡಿ.ಡಿ) ನ್ನು "JOINT DIRECTOR CAC BANGALORE" ರವರ ಹೆಸರಲ್ಲಿ ಪಾವತಿಸಬೇಕು. ಹೆಚ್ಚಿನ ಮಾಹಿತಿಗಾಗಿ ಮೊಬೈಲ್ ಸಂಖ್ಯೆ 9113264259, 9743697680 ಸಂಪರ್ಕಿಸಬಹುದು ಎಂದು ಮುನಿರಾಬಾದ್ ಶಿಕ್ಷಣ ಮತ್ತು ತರಬೇತಿ ಸಂಸ್ಥೆಯ ಪ್ರಾಚಾರ್ಯರು ಹಾಗೂ ಉಪನಿರ್ದೇಶಕರು ಪ್ರಕಟಣೆಯಲ್ಲಿ ತಿಳಿಸಿದ್ದಾರೆ. — [1050, 311, 1422, 545]
article-body — [55, 516, 431, 854]
official-portrait — [675, 302, 821, 488]
article-talakal — [1050, 1114, 1422, 1549]
article-body — [447, 2075, 1031, 2254]
body-text: ನೈರುತ್ಯ ರೈಲ್ವೆ ವಿಭಾಗದಿಂದ ಮುನಿರಾಬಾದ್ (ಗಿಣಿಗೇರಾ)-ರಾಯಚೂರು ಹೊಸ ರೈಲು ಮಾರ್ಗದ ಯೋಜನೆಯಡಿ ಸಿಂಧನೂರು-ರಾಯಚೂರು ನಡುವಿನ ನೂತನ 81 ಕಿ.ಮೀ ಹೊಸ ರೈಲ್ವೆ ಮಾರ್ಗ ನಿರ್ಮಾಣದ ಶಂಕುಸ್ಥಾಪನೆ ಕಾರ್ಯಕ್ರಮವು ಮೇ 15 ರಂದು ಮಧ್ಯಾಹ್ನ 2 ಗಂಟೆಗೆ ರಾಯಚೂರು ಜಿಲ್ಲೆಯ ಸಿಂಧನೂರಿನ ರೈಲ್ವೆ ನಿಲ್ದಾಣದಲ್ಲಿ ನಡೆಯಲಿದೆ. ಕೇಂದ್ರ ರೈಲ್ವೆ ಖಾತೆ ರಾಜ್ಯ ಸಚಿವರಾದ ವಿ.ಸೋಮಣ್ಣ ಅವರು ಕಾರ್ಯಕ್ರಮ ಉದ್ಘಾಟಿಸಲಿದ್ದಾರೆ. ಕರ್ನಾಟಕ ಸರ್ಕಾರದ ಬೃಹತ್ ಮತ್ತು ಮಧ್ಯಮ ಕೈಗಾರಿಕೆ ಹಾಗೂ ಮೂಲಸೌಕರ್ಯ ಅಭಿವೃದ್ಧಿ ಸಚಿವರಾದ ಡಾ. ಎಂ.ಬಿ. ಪಾಟೀಲ್ ಅವರು ಉದ್ಘಾಟಿಸಲಿದ್ದಾರೆ. ವೈದ್ಯಕೀಯ ಶಿಕ್ಷಣ ಹಾಗೂ ಕೌಶಲ್ಯಾಭಿವೃದ್ಧಿ ಸಚಿವರಾದ ಶರಣಪ್ರಕಾಶ್ ಪಾಟೀಲ್ ಹಾಗೂ ರಾಯಚೂರು ಜಿಲ್ಲಾ ಉಸ್ತುವಾರಿ ಸಚಿವರಾದ ಎನ್.ಎಸ್. ಬೋಸರಾಜು ಅವರು ಮುಖ್ಯ ಅತಿಥಿಗಳಾಗಿ ಭಾಗವಹಿಸಲಿದ್ದಾರೆ. ಸಂಸದರಾದ ಕೆ.ರಾಜಶೇಖರ ಬಸವರಾಜ ಹಿಟ್ನಾಳ್, ಜಿ.ಕುಮಾರ ನಾಯಕ, ಶಾಸಕರಾದ ಹಂಪನಗೌಡ ಬಾದರ್ಲಿ, ಬಸನಗೌಡ ದದ್ದಲ್, ಡಾ.ಶಿವರಾಜ ಪಾಟೀಲ್ ಸೇರಿದಂತೆ ಜನಪ್ರತಿನಿಧಿಗಳು ಉಪಸ್ಥಿತರಿರುವರು. ಈ ನೂತನ ರೈಲು ಮಾರ್ಗವು ರಾಯಚೂರು ಹಾಗೂ ಕೊಪ್ಪಳ ಜಿಲ್ಲೆಗಳ ಜನತೆಗೆ ಸಂಪರ್ಕ ಸೌಲಭ್ಯ ಒದಗಿಸಲಿದ್ದು, ಸಾರ್ವಜನಿಕರು ಕಾರ್ಯಕ್ರಮದಲ್ಲಿ ಪಾಲ್ಗೊಂಡು ಯಶಸ್ವಿಗೊಳಿಸಬೇಕೆಂದು ನೈರುತ್ಯ ರೈಲ್ವೆ ಪ್ರಕಟಣೆಯಲ್ಲಿ ತಿಳಿಸಿದೆ. ಹೆಚ್ಚಿನ ಮಾಹಿತಿಗಾಗಿ ರೈಲ್ವೆ ವಿಚಾರಣಾ ಸಂಖ್ಯೆ: 0836-2360747 ಅಥವಾ 0836-2363494 ಗೆ ಸಂಪರ್ಕಿಸಬಹುದಾಗಿದೆ ಎಂದು ಪ್ರಕಟಣೆ ತಿಳಿಸಿದೆ. — [447, 1166, 1031, 1380]
article-body — [1050, 1144, 1422, 1402]
article-divider — [447, 1041, 1031, 1042]
dateline: ರಾಯಚೂರು: — [447, 299, 505, 314]
article-railway — [447, 1048, 1031, 1552]
headline: ತಳಕಲ್: ಐಟಿಐ ಪ್ರವೇಶಕ್ಕೆ ಅರ್ಜಿ ಆಹ್ವಾನ — [1050, 1114, 1342, 1139]
article-divider — [55, 2027, 431, 2028]
article-divider — [1050, 1994, 1422, 1996]
article-divider — [447, 1556, 1031, 1557]
article-body — [447, 1633, 1031, 1811]
event-photo — [55, 310, 431, 508]
headline: ಹೊಸ ರೈಲ್ವೆ ಮಾರ್ಗಕ್ಕೆ ಶಂಕುಸ್ಥಾಪನೆ — [479, 1101, 999, 1156]
article-class6 — [1050, 2001, 1422, 2418]
body-text: ಕೊಪ್ಪಳ ಜಿಲ್ಲೆಯ ಯಲಬುರ್ಗಾದಲ್ಲಿರುವ ಸರಕಾರಿ ಕೈಗಾರಿಕಾ ತರಬೇತಿ ಸಂಸ್ಥೆಯಲ್ಲಿ ಖಾಲಿ ಇರುವ ಸ್ಥಾನಗಳ ಭರ್ತಿಗಾಗಿ ಅರ್ಹ ವಿದ್ಯಾರ್ಥಿಗಳಿಂದ ಅರ್ಜಿ ಆಹ್ವಾನಿಸಲಾಗಿದೆ. 2025-26ನೇ ಸಾಲಿನ ಮೆರಿಟ್ ಕಂ ರೋಸ್ಟರ್ ಆಧಾರದ ಮೇಲೆ ಐಟಿಐ ಪ್ರವೇಶಕ್ಕಾಗಿ ಸಂಸ್ಥೆಯ ವಿವಿಧ ತಾಂತ್ರಿಕ ಹಾಗೂ ತಾಂತ್ರಿಕೇತರ ವೃತ್ತಿಗಳಿಗೆ ದಾಖಲಾತಿ ನಡೆಯಲಿದೆ. ಆಸಕ್ತ ಅಭ್ಯರ್ಥಿಗಳು ಮೇ 28ರೊಳಗೆ ಆನ್‌ಲೈನ್ ಮೂಲಕ ಅರ್ಜಿ ಸಲ್ಲಿಸಬೇಕು. ಅರ್ಜಿ ಸಲ್ಲಿಸಲು ವಿದ್ಯಾರ್ಥಿಗಳು 14 ವರ್ಷ ತುಂಬಿರಬೇಕು. "ಮೊದಲು ಬಂದವರಿಗೆ ಮೊದಲ ಆದ್ಯತೆ" ಈ ವೆಬ್ ಸೈಟ್ ಮೂಲಕ www.cite.karnataka.gov.in ಅರ್ಜಿಯನ್ನು ಭರ್ತಿ ಮಾಡಬೇಕು. 10ನೇ ತರಗತಿ ಉತ್ತೀರ್ಣರಾದ ಅರ್ಹ ಅಭ್ಯರ್ಥಿಗಳು ಅರ್ಜಿ ಸಲ್ಲಿಸಬಹುದಾಗಿದೆ. ಹೆಚ್ಚಿನ ಮಾಹಿತಿಗಾಗಿ ಸಂಸ್ಥೆಯ ಮೊ.ನಂ. 9110476790, 9611661751, 9845672758, 9742350763 ಹಾಗೂ 9741646034 ಗೆ ಸಂಪರ್ಕಿಸಬಹುದು ಎಂದು ಸರಕಾರಿ ಕೈಗಾರಿಕಾ ತರಬೇತಿ ಸಂಸ್ಥೆಯ ತರಬೇತಿ ಅಧಿಕಾರಿಗಳು ಪ್ರಕಟಣೆಯಲ್ಲಿ ತಿಳಿಸಿದ್ದಾರೆ. — [55, 1018, 431, 1252]
body-text: ಇಲ್ಲಿನ ಆಹಾರ, ನಾಗರಿಕ ಸರಬರಾಜು ಮತ್ತು ಗ್ರಾಹಕರ ವ್ಯವಹಾರಗಳ ಇಲಾಖೆಯಿಂದ 2025ರ ಮೇ ಮಾಹೆಗೆ ರಾಜ್ಯದ ಅಂತ್ಯೋದಯ ಹಾಗೂ ಆದ್ಯತಾ ಪಡಿತರ ಚೀಟಿದಾರರಿಗೆ ಕರ್ನಾಟಕ ರಾಜ್ಯ ಸರ್ಕಾರದ ಅನ್ನಭಾಗ್ಯ ಯೋಜನೆಯಡಿ ಹೆಚ್ಚುವರಿ ಅಕ್ಕಿ ವಿತರಣೆ ಮಾಡಲಾಗುವುದು. ಪಿ.ಹೆಚ್.ಹೆಚ್ ಪಡಿತರ ಚೀಟಿಗಳ ಫಲಾನುಭವಿಗಳಿಗೆ ಹಣದ ಬದಲಿಗೆ 2025ರ ಫೆಬ್ರವರಿ ಮಾಹೆಯಿಂದ ಜಾರಿ ಬರುವಂತೆ ಅರ್ಹ ಫಲಾನುಭವಿಗಳಿಗೆ ಹೆಚ್ಚುವರಿಯಾಗಿ 05 ಕೆ.ಜಿ ಅಕ್ಕಿ ವಿತರಣೆ ಮಾಡಲಾಗುವುದು ಎಂದು ಜಿಲ್ಲಾಧಿಕಾರಿ ಅವರು ತಿಳಿಸಿದ್ದಾರೆ. ಜಿಲ್ಲೆಯ ಪ್ರತಿ ಅಂತ್ಯೋದಯ (ಎಎವೈ) ಪಡಿತರ ಚೀಟಿಗೆ 35 ಕೆ.ಜಿ ಸಾರವರ್ಧಿತ, ಹಾಗೂ ಪಿ.ಹೆಚ್.ಹೆಚ್ (ಬಿಪಿಎಲ್) ಪಡಿತರ ಚೀಟಿಯಲ್ಲಿನ ಪ್ರತಿ ಫಲಾನುಭವಿಗೆ 05 ಕೆ.ಜಿ ಸಾರವರ್ಧಿತ ಅಕ್ಕಿಯೊಂದಿಗೆ ರಾಜ್ಯ ಸರ್ಕಾರದ ಅನ್ನಭಾಗ್ಯ ಯೋಜನೆಯಡಿಯಲ್ಲಿ ಪ್ರತ್ಯೇಕ ಅಕ್ಕಿ ವಿತರಿಸಲಾಗುವುದು. ಸರ್ಕಾರದ ಮಾರ್ಗಸೂಚಿಯಂತೆ ಏಕ-ಸದಸ್ಯ, ದ್ವಿ-ಸದಸ್ಯ ಮತ್ತು ತ್ರಿ-ಸದಸ್ಯ ಎಎವೈ ಪಡಿತರ ಚೀಟಿಗಳನ್ನು ಹೊಂದಿರುವ ಕುಟುಂಬಗಳಿಗೆ ಹೆಚ್ಚುವರಿ ಅಕ್ಕಿಯನ್ನು ವಿತರಿಸಲಾಗುವುದು. ಮೇ 2025ರ ಮಾಹೆಯಲ್ಲಿ 01 ರಿಂದ 03 ಸದಸ್ಯರು ಇರುವ ಕಾರ್ಡಿಗೆ 50 ಕೆ.ಜಿ ಅಕ್ಕಿ, 04 ಸದಸ್ಯರ ಕಾರ್ಡಿಗೆ 40 ಕೆ.ಜಿ. 05 ಸದಸ್ಯರುಳ್ಳ ಕಾರ್ಡಿಗೆ 50 ಕೆ.ಜಿ ಅಕ್ಕಿ, 06 ಸದಸ್ಯರುಳ್ಳ ಕಾರ್ಡಿಗೆ 60 ಕೆ.ಜಿ ಅಕ್ಕಿ, 07 ಸದಸ್ಯರುಳ್ಳ ಕಾರ್ಡಿಗೆ — [447, 299, 666, 791]
article-body — [55, 1370, 431, 1807]
body-text: ಟಣಕನಕಲ್ ಸರ್ಕಾರಿ ಕೈಗಾರಿಕಾ ತರಬೇತಿ ಸಂಸ್ಥೆ ಹಾಗೂ ಟೊಯೊಟಾ ಕಿರ್ಲೋಸ್ಕರ್ ಮೋಟಾರ್ ಪ್ರೈವೇಟ್ ಲಿಮಿಟೆಡ್ ಬೆಂಗಳೂರು ಇವರ ಸಹಯೋಗದಲ್ಲಿ ಶಿಶಿಕ್ಷು ತರಬೇತಿಗಾಗಿ ಕ್ಯಾಂಪಸ್ ಸಂದರ್ಶನವನ್ನು ಮೇ 15 ರಂದು ಬೆಳಿಗ್ಗೆ 9 ಗಂಟೆಗೆ ಟಣಕನಕಲ್ ಸರ್ಕಾರಿ ಕೈಗಾರಿಕಾ ತರಬೇತಿ ಸಂಸ್ಥೆಯಲ್ಲಿ ಏರ್ಪಡಿಸಲಾಗಿದೆ. ಐಟಿಐ ಪಾಸಾದ ಅಥವಾ ಪ್ರಸ್ತುತ ಐ.ಟಿ.ಐ ವಿದ್ಯಾಭ್ಯಾಸ ಮಾಡುತ್ತಿರುವ ಎಲೆಕ್ಟ್ರಿಷಿಯನ್, ಫಿಟ್ಟರ್, ಟರ್ನರ್, ಮೆಕಾನಿಕ್ ಮೋಟಾರ್ ವೆಹಿಕಲ್, ಮೆಷಿನಿಸ್ಟ್, ಎಲೆಕ್ಟ್ರಾನಿಕ್ ಮೆಕಾನಿಕ್, ಮೆಕಾನಿಕ್ ಡೀಸೆಲ್, ಟೂಲ್ ಆಂಡ್ ಡೈ ಮೇಕರ್ ಮತ್ತು ವೆಲ್ಡರ್ ವೃತ್ತಿಯ ಅಭ್ಯರ್ಥಿಗಳಿಗೆ ಈ ಕ್ಯಾಂಪಸ್ ಸಂದರ್ಶನವನ್ನು ನಡೆಸಲಾಗುವುದು. ಈ ಕ್ಯಾಂಪಸ್ ಸಂದರ್ಶನಕ್ಕೆ ಭಾಗವಹಿಸಲು ಆಸಕ್ತ ಅಭ್ಯರ್ಥಿಗಳು ತಮ್ಮ ಆಧಾರ್ ಕಾರ್ಡ್, ಎಸ್.ಎಸ್.ಎಲ್.ಸಿ ಅಂಕಪಟ್ಟಿ, ಐ.ಟಿ.ಐ ಅಂಕಪಟ್ಟಿ ಹಾಗೂ ಪಾಸ್‌ಪೋರ್ಟ್ ಅಳತೆಯ ಭಾವಚಿತ್ರಗಳೊಂದಿಗೆ ಹಾಜರಾಗಬಹುದು. ಹೆಚ್ಚಿನ ಮಾಹಿತಿಗಾಗಿ ಟಣಕನಕಲ್ ಸರ್ಕಾರಿ ಕೈಗಾರಿಕಾ ತರಬೇತಿ ಸಂಸ್ಥೆಯ ಪ್ರಾಚಾರ್ಯರ ಮೊಬೈಲ್ ನಂ: 9742532353, 9945672606, 9448813422, ಹಾಗೂ 9945577155 ಇವರಿಗೆ ಸಂಪರ್ಕಿಸಬಹುದು ಎಂದು ಸಂಸ್ಥೆಯ ಪ್ರಾಚಾರ್ಯರು ಪ್ರಕಟಣೆಯಲ್ಲಿ ತಿಳಿಸಿದ್ದಾರೆ. — [1050, 774, 1422, 1048]
headline: ಅನ್ನಭಾಗ್ಯ ಯೋಜನೆ: ಹಣದ ಬದಲಿಗೆ ಅಕ್ಕಿ ವಿತರಣೆ — [499, 245, 979, 278]
dateline: ರಾಯಚೂರು: — [447, 1166, 505, 1181]
column-rule — [1041, 241, 1042, 2418]
dateline: ರಾಯಚೂರು: — [447, 1634, 505, 1649]
dateline: ಕೊಪ್ಪಳ: — [1050, 311, 1086, 327]
body-text: ಇಲ್ಲಿನ ಕೈಗಾರಿಕಾ ತರಬೇತಿ ಮತ್ತು ಉದ್ಯೋಗ ವಿನಿಮಯ ಇಲಾಖೆ ಕಚೇರಿಯಲ್ಲಿ ಮೇ 17ರ ಬೆಳಿಗ್ಗೆ 10 ರಿಂದ ಮಧ್ಯಾಹ್ನ 2 ಗಂಟೆಯವರೆಗೆ ನೇರ ಸಂದರ್ಶನ ಆಯೋಜನೆ ಮಾಡಲಾಗಿದ್ದು, ಆಸಕ್ತ ಯುವಕ ಅಥವಾ ಯುವತಿಯರು ಭಾಗವಹಿಸಬಹುದಾಗಿದೆ ಎಂದು ಜಿಲ್ಲಾ ಉದ್ಯೋಗ ವಿನಿಮಯ ಕೇಂದ್ರದ ಉದ್ಯೋಗಾಧಿಕಾರಿಗಳು ತಿಳಿಸಿದ್ದಾರೆ. ನೇರ ಸಂದರ್ಶನದಲ್ಲಿ ವಿವಿಧ ಖಾಸಗಿ ಕಂಪನಿಗಳು ಭಾಗವಹಿಸಲಿದ್ದು, ಎಸ್.ಎಸ್.ಎಲ್.ಸಿ, ಪಿ.ಯು.ಸಿ, ಐ.ಟಿ.ಐ, ಡಿಪ್ಲೋಮಾ ಹಾಗೂ ಯಾವುದೇ ಪದವಿ ಪಡೆದ ಅಭ್ಯರ್ಥಿಗಳು ಭಾಗವಹಿಸಬಹುದಾಗಿದೆ. ವಿದ್ಯಾರ್ಹತೆಯ ಅಂಕ ಪಟ್ಟಿಗಳ ಜೆರಾಕ್ಸ್ ಪ್ರತಿಗಳು ಮತ್ತು ಬಯೋಡಾಟಾ, ಆಧಾರ್ ಕಾರ್ಡ್ ಪ್ರತಿ ಹಾಗೂ ಭಾವಚಿತ್ರಗಳೊಂದಿಗೆ ಆಗಮಿಸಬೇಕು. ನೇರ ಸಂದರ್ಶನದಲ್ಲಿ ಭಾಗವಹಿಸಲು ಯಾವುದೇ ಶುಲ್ಕವಿರುವುದಿಲ್ಲ, ಅಭ್ಯರ್ಥಿಗಳು ತಮ್ಮ ಸ್ವಂತ ಖರ್ಚಿನಲ್ಲಿ ಈ ಸಂದರ್ಶನಕ್ಕೆ ಹಾಜರಾಗಬೇಕಾಗಿದೆ. ಹೆಚ್ಚಿನ ಮಾಹಿತಿಗಾಗಿ ದೂರವಾಣಿ ಸಂಖ್ಯೆ: 08532-231684, 9148115988, 8095125775 ಗೆ ಸಂಪರ್ಕಿಸಬಹುದು ಎಂದು ಜಿಲ್ಲಾ ಉದ್ಯೋಗ ವಿನಿಮಯ ಕೇಂದ್ರದ ಉದ್ಯೋಗಾಧಿಕಾರಿ ನವೀನ್ ಕುಮಾರ್ ಸಂಗೀಪಾಗ್ ಅವರು ಪ್ರಕಟಣೆಯಲ್ಲಿ ತಿಳಿಸಿದ್ದಾರೆ. — [447, 2077, 1031, 2251]
article-cheegunta — [447, 1563, 1031, 2009]
article-divider — [55, 979, 431, 980]
brand-kannada: ವಿಜಯನಗರವಾಣಿ — [164, 163, 399, 210]
headline: ಬಡಿದು ಇಬ್ಬರು ಮೃತ: ವಾರಸುದಾರರ ಪತ್ತೆಗೆ ಮನವಿ — [519, 1594, 960, 1624]
article-campus — [1050, 701, 1422, 1103]
article-yelburga — [55, 986, 431, 1329]
dateline: ಕೊಪ್ಪಳ: — [55, 2087, 91, 2102]
headline: ಯಲಬುರ್ಗಾ : ಐಟಿಐ ಪ್ರವೇಶಕ್ಕೆ ಅರ್ಜಿ ಆಹ್ವಾನ — [55, 986, 390, 1012]
dateline: ಕೊಪ್ಪಳ: — [1050, 774, 1086, 790]
headline: ಶಿಶಿಕ್ಷು ತರಬೇತಿ: ಇಂದು — [1128, 701, 1344, 733]
dateline: ಕೊಪ್ಪಳ: — [55, 1372, 91, 1388]
article-divider — [1050, 1552, 1422, 1554]
headline: ಪ್ರವೇಶಕ್ಕೆ ಅರ್ಜಿ ಆಹ್ವಾನ — [1093, 1603, 1378, 1645]
article-annabhagya — [447, 245, 1031, 1037]
article-may17 — [447, 2020, 1031, 2418]
